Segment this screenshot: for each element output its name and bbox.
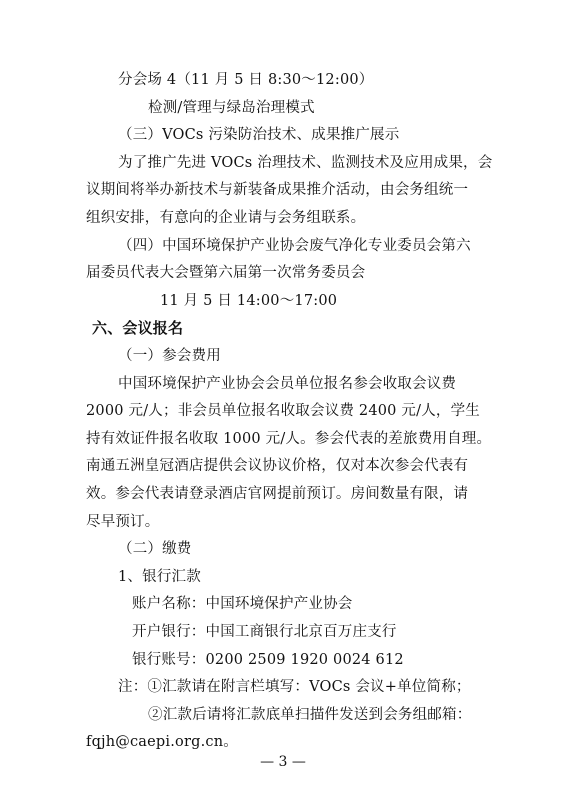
session-4-time: 分会场 4（11 月 5 日 8:30～12:00） [118,72,374,88]
payment-subheading: （二）缴费 [118,541,192,557]
section-3-heading: （三）VOCs 污染防治技术、成果推广展示 [118,127,400,143]
paragraph-line: 南通五洲皇冠酒店提供会议协议价格，仅对本次参会代表有 [86,458,469,474]
section-4-heading: （四）中国环境保护产业协会废气净化专业委员会第六 [118,238,471,254]
paragraph-line: 2000 元/人；非会员单位报名收取会议费 2400 元/人，学生 [86,403,480,419]
note-2: ②汇款后请将汇款底单扫描件发送到会务组邮箱： [148,707,472,723]
paragraph-line: 效。参会代表请登录酒店官网提前预订。房间数量有限，请 [86,486,469,502]
paragraph-line: 组织安排，有意向的企业请与会务组联系。 [86,210,366,226]
note-1: 注：①汇款请在附言栏填写：VOCs 会议+单位简称； [118,679,471,695]
account-name: 账户名称：中国环境保护产业协会 [132,596,353,612]
account-number: 银行账号：0200 2509 1920 0024 612 [132,652,404,668]
registration-heading: 六、会议报名 [92,319,184,337]
paragraph-line: 持有效证件报名收取 1000 元/人。参会代表的差旅费用自理。 [86,431,492,447]
bank-transfer-heading: 1、银行汇款 [118,569,201,585]
email-address: fqjh@caepi.org.cn。 [86,734,238,750]
paragraph-line: 中国环境保护产业协会会员单位报名参会收取会议费 [118,376,457,392]
fees-subheading: （一）参会费用 [118,348,221,364]
bank-name: 开户银行：中国工商银行北京百万庄支行 [132,624,397,640]
page-number: — 3 — [260,754,306,770]
section-4-heading-cont: 届委员代表大会暨第六届第一次常务委员会 [86,265,366,281]
paragraph-line: 议期间将举办新技术与新装备成果推介活动，由会务组统一 [86,182,469,198]
paragraph-line: 尽早预订。 [86,514,160,530]
section-4-time: 11 月 5 日 14:00～17:00 [160,293,338,309]
paragraph-line: 为了推广先进 VOCs 治理技术、监测技术及应用成果，会 [118,155,493,171]
session-4-topic: 检测/管理与绿岛治理模式 [148,100,315,116]
